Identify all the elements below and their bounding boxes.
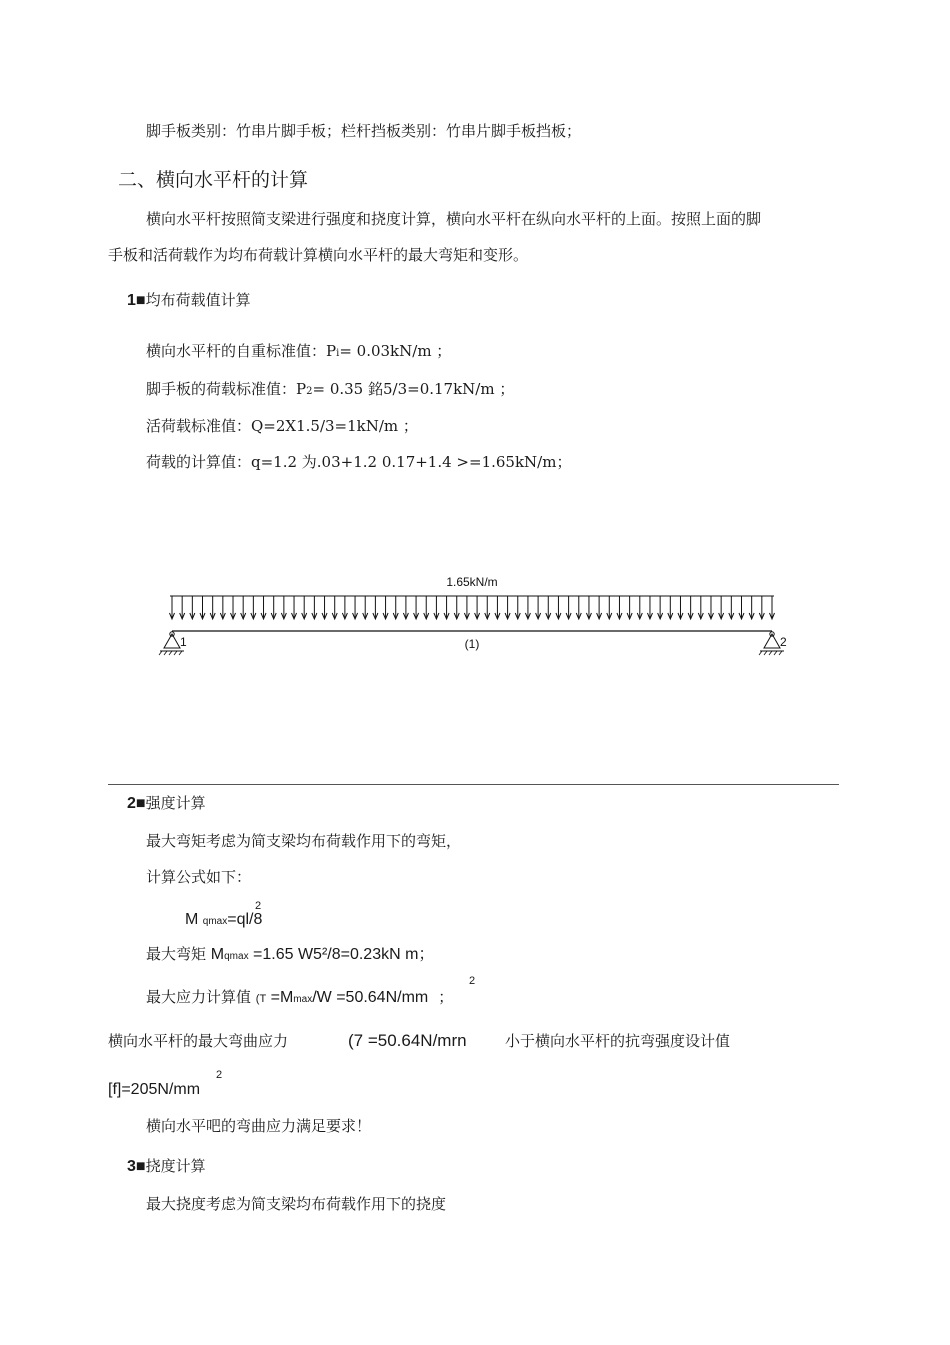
formula-subscript: qmax [202, 916, 228, 927]
load-label: 1.65kN/m [446, 575, 498, 589]
self-weight-value: = 0.03kN/m ； [339, 342, 452, 360]
design-load-line: 荷载的计算值：q=1.2 为.03+1.2 0.17+1.4 >=1.65kN/m； [146, 453, 572, 471]
bending-compare: 小于横向水平杆的抗弯强度设计值 [505, 1032, 731, 1050]
self-weight-line [146, 344, 451, 359]
horizontal-rule [108, 784, 839, 785]
bending-label: 横向水平杆的最大弯曲应力 [108, 1032, 289, 1050]
section-2-para-line2: 手板和活荷载作为均布荷载计算横向水平杆的最大弯矩和变形。 [108, 246, 529, 264]
deflection-line1: 最大挠度考虑为简支梁均布荷载作用下的挠度 [146, 1195, 447, 1213]
subsection-3-heading [127, 1158, 206, 1175]
max-moment-line [146, 946, 434, 963]
formula-end: /8 [249, 911, 263, 928]
section-2-para-line1: 横向水平杆按照简支梁进行强度和挠度计算，横向水平杆在纵向水平杆的上面。按照上面的脚 [146, 210, 762, 228]
max-moment-label: 最大弯矩 [146, 945, 211, 963]
stress-sigma: (T [255, 993, 267, 1005]
subsection-2-title: 强度计算 [145, 794, 206, 812]
subsection-1-number: 1■ [127, 292, 146, 309]
load-arrows [170, 596, 775, 619]
subsection-2-number: 2■ [127, 795, 146, 812]
max-stress-line [146, 989, 453, 1006]
strength-line2: 计算公式如下： [146, 868, 252, 886]
moment-formula [185, 912, 262, 928]
self-weight-subscript: i [336, 348, 340, 359]
stress-superscript: 2 [469, 975, 476, 987]
max-moment-m: M [210, 946, 225, 963]
support-2-label: 2 [780, 635, 787, 649]
f-value: [f]=205N/mm [108, 1081, 201, 1098]
stress-end: ； [438, 988, 454, 1006]
subsection-3-number: 3■ [127, 1158, 146, 1175]
formula-superscript: 2 [255, 900, 262, 912]
strength-line1: 最大弯矩考虑为简支梁均布荷载作用下的弯矩， [146, 832, 462, 850]
material-types-line: 脚手板类别：竹串片脚手板；栏杆挡板类别：竹串片脚手板挡板； [146, 122, 582, 140]
board-load-text: 脚手板的荷载标准值：P [146, 380, 307, 398]
subsection-1-heading [127, 292, 251, 309]
formula-body: =ql [227, 911, 250, 928]
max-moment-subscript: qmax [224, 951, 249, 962]
support-1-label: 1 [180, 635, 187, 649]
board-load-value: = 0.35 銘5/3=0.17kN/m ； [312, 380, 515, 398]
board-load-subscript: 2 [306, 386, 313, 397]
stress-eq: =M [266, 989, 294, 1006]
subsection-3-title: 挠度计算 [145, 1157, 206, 1175]
stress-value: /W =50.64N/mm [312, 989, 429, 1006]
subsection-2-heading [127, 795, 206, 812]
stress-subscript: max [293, 994, 313, 1005]
section-2-heading: 二、横向水平杆的计算 [118, 169, 309, 191]
f-superscript: 2 [216, 1069, 223, 1081]
live-load-line: 活荷载标准值：Q=2X1.5/3=1kN/m ； [146, 417, 418, 435]
max-stress-label: 最大应力计算值 [146, 988, 256, 1006]
self-weight-text: 横向水平杆的自重标准值：P [146, 342, 337, 360]
beam-load-diagram [150, 570, 800, 665]
bending-value: (7 =50.64N/mrn [348, 1031, 467, 1050]
formula-m: M [185, 911, 203, 928]
subsection-1-title: 均布荷载值计算 [145, 291, 251, 309]
max-moment-value: =1.65 W5²/8=0.23kN m； [248, 946, 435, 963]
strength-conclusion: 横向水平吧的弯曲应力满足要求！ [146, 1117, 372, 1135]
member-label: (1) [464, 637, 480, 651]
board-load-line [146, 382, 514, 397]
